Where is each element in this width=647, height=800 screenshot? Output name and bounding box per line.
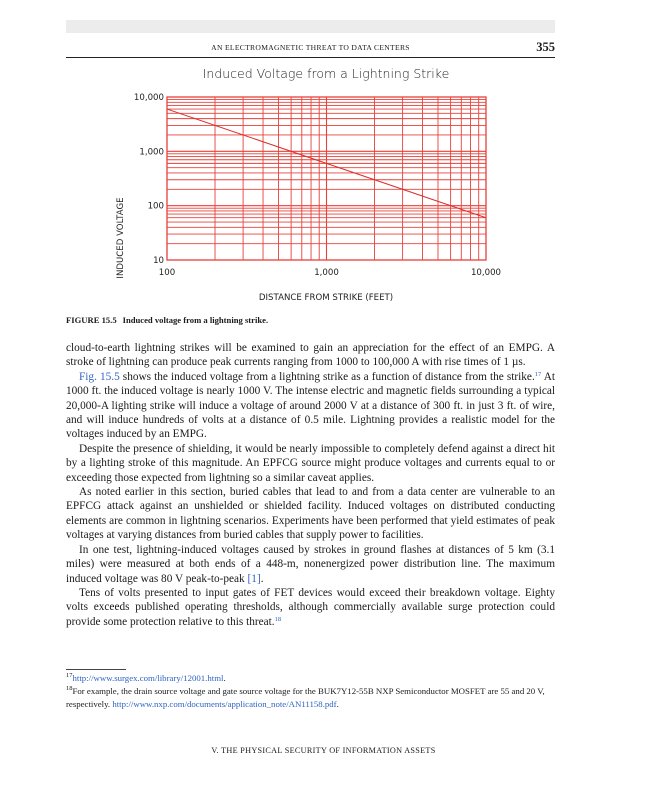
figure-caption-text: Induced voltage from a lightning strike. bbox=[122, 315, 269, 325]
footnote-18-number: 18 bbox=[66, 685, 73, 693]
paragraph-5 bbox=[66, 543, 555, 586]
reference-link-1[interactable]: [1] bbox=[247, 572, 261, 585]
figure-caption bbox=[66, 315, 268, 325]
x-tick-label: 100 bbox=[158, 268, 176, 278]
footnote-17-link[interactable]: http://www.surgex.com/library/12001.html bbox=[72, 673, 224, 683]
footnote-18 bbox=[66, 685, 555, 711]
y-axis-label: INDUCED VOLTAGE bbox=[116, 197, 126, 279]
chart-title: Induced Voltage from a Lightning Strike bbox=[202, 66, 450, 81]
x-tick-labels bbox=[159, 268, 501, 278]
footnote-17-number: 17 bbox=[66, 672, 73, 679]
x-tick-label: 1,000 bbox=[314, 268, 339, 278]
paragraph-3: Despite the presence of shielding, it would be nearly impossible to completely defend against a direct hit by a lighting stroke of this magnitude. An EPFCG source might produce voltages and currents equal to or exceeding those expected from lightning so a similar caveat applies. bbox=[66, 442, 555, 484]
paragraph-6 bbox=[66, 586, 555, 629]
footnotes bbox=[66, 672, 555, 712]
paragraph-4: As noted earlier in this section, buried cables that lead to and from a data center are vulnerable to an EPFCG attack against an unshielded or shielded facility. Induced voltages on distributed conducting elements are common in lightning scenarios. Experiments have been performed that yield estimates of peak voltages at varying distances from buried cables that supply power to facilities. bbox=[66, 486, 555, 542]
top-shade-bar bbox=[66, 20, 555, 33]
page-number: 355 bbox=[536, 40, 555, 54]
paragraph-2 bbox=[66, 370, 555, 442]
footnote-17-end: . bbox=[223, 673, 226, 683]
y-tick-label: 100 bbox=[147, 201, 164, 212]
paragraph-2-text-a: shows the induced voltage from a lightning strike as a function of distance from the strike. bbox=[119, 370, 535, 383]
footnote-ref-18[interactable]: 18 bbox=[274, 615, 282, 623]
footnote-rule bbox=[66, 669, 126, 670]
y-tick-labels bbox=[134, 93, 164, 266]
running-title: AN ELECTROMAGNETIC THREAT TO DATA CENTERS bbox=[211, 43, 410, 52]
footnote-17 bbox=[66, 672, 555, 685]
body-text bbox=[66, 341, 555, 629]
chart-grid bbox=[167, 97, 486, 260]
footnote-18-end: . bbox=[336, 699, 339, 710]
paragraph-5-text-a: In one test, lightning-induced voltages caused by strokes in ground flashes at distances of 5 km (3.1 miles) were measured at both ends of a 448-m, nonenergized power distribution line. The maximum induced voltage was 80 V peak-to-peak bbox=[66, 543, 555, 585]
x-tick-label: 10,000 bbox=[470, 268, 502, 278]
page-footer: V. THE PHYSICAL SECURITY OF INFORMATION ASSETS bbox=[211, 746, 436, 755]
figure-label: FIGURE 15.5 bbox=[66, 315, 117, 325]
x-axis-label: DISTANCE FROM STRIKE (FEET) bbox=[258, 293, 394, 303]
footnote-18-link[interactable]: http://www.nxp.com/documents/application_note/AN11158.pdf bbox=[112, 699, 337, 710]
induced-voltage-chart bbox=[100, 60, 520, 305]
paragraph-1: cloud-to-earth lightning strikes will be examined to gain an appreciation for the effect of an EMPG. A stroke of lightning can produce peak currents ranging from 1000 to 100,000 A with rise times of 1 µs. bbox=[66, 342, 555, 369]
figure-link[interactable]: Fig. 15.5 bbox=[79, 370, 120, 383]
footnote-ref-17[interactable]: 17 bbox=[534, 370, 542, 378]
y-tick-label: 1,000 bbox=[139, 147, 164, 158]
paragraph-2-text-b: At 1000 ft. the induced voltage is nearly 1000 V. The intense electric and magnetic fields surrounding a typical 20,000-A lighting strike will induce a voltage of around 2000 V at a distance of 300 ft. in just 3 ft. of wire, and will induce hundreds of volts at a distance of 0.5 mile. Lightning provides a realistic model for the voltages induced by an EMPG. bbox=[66, 370, 555, 441]
paragraph-5-text-b: . bbox=[260, 572, 264, 585]
y-tick-label: 10 bbox=[153, 256, 164, 266]
y-tick-label: 10,000 bbox=[133, 93, 164, 103]
running-header bbox=[66, 40, 555, 58]
footnote-18-text: For example, the drain source voltage and gate source voltage for the BUK7Y12-55B NXP Semiconductor MOSFET are 55 and 20 V, respectively. bbox=[66, 686, 545, 710]
paragraph-6-text: Tens of volts presented to input gates of FET devices would exceed their breakdown voltage. Eighty volts exceeds published operating thresholds, although commercially available surge protection could provide some protection relative to this threat. bbox=[66, 586, 555, 628]
